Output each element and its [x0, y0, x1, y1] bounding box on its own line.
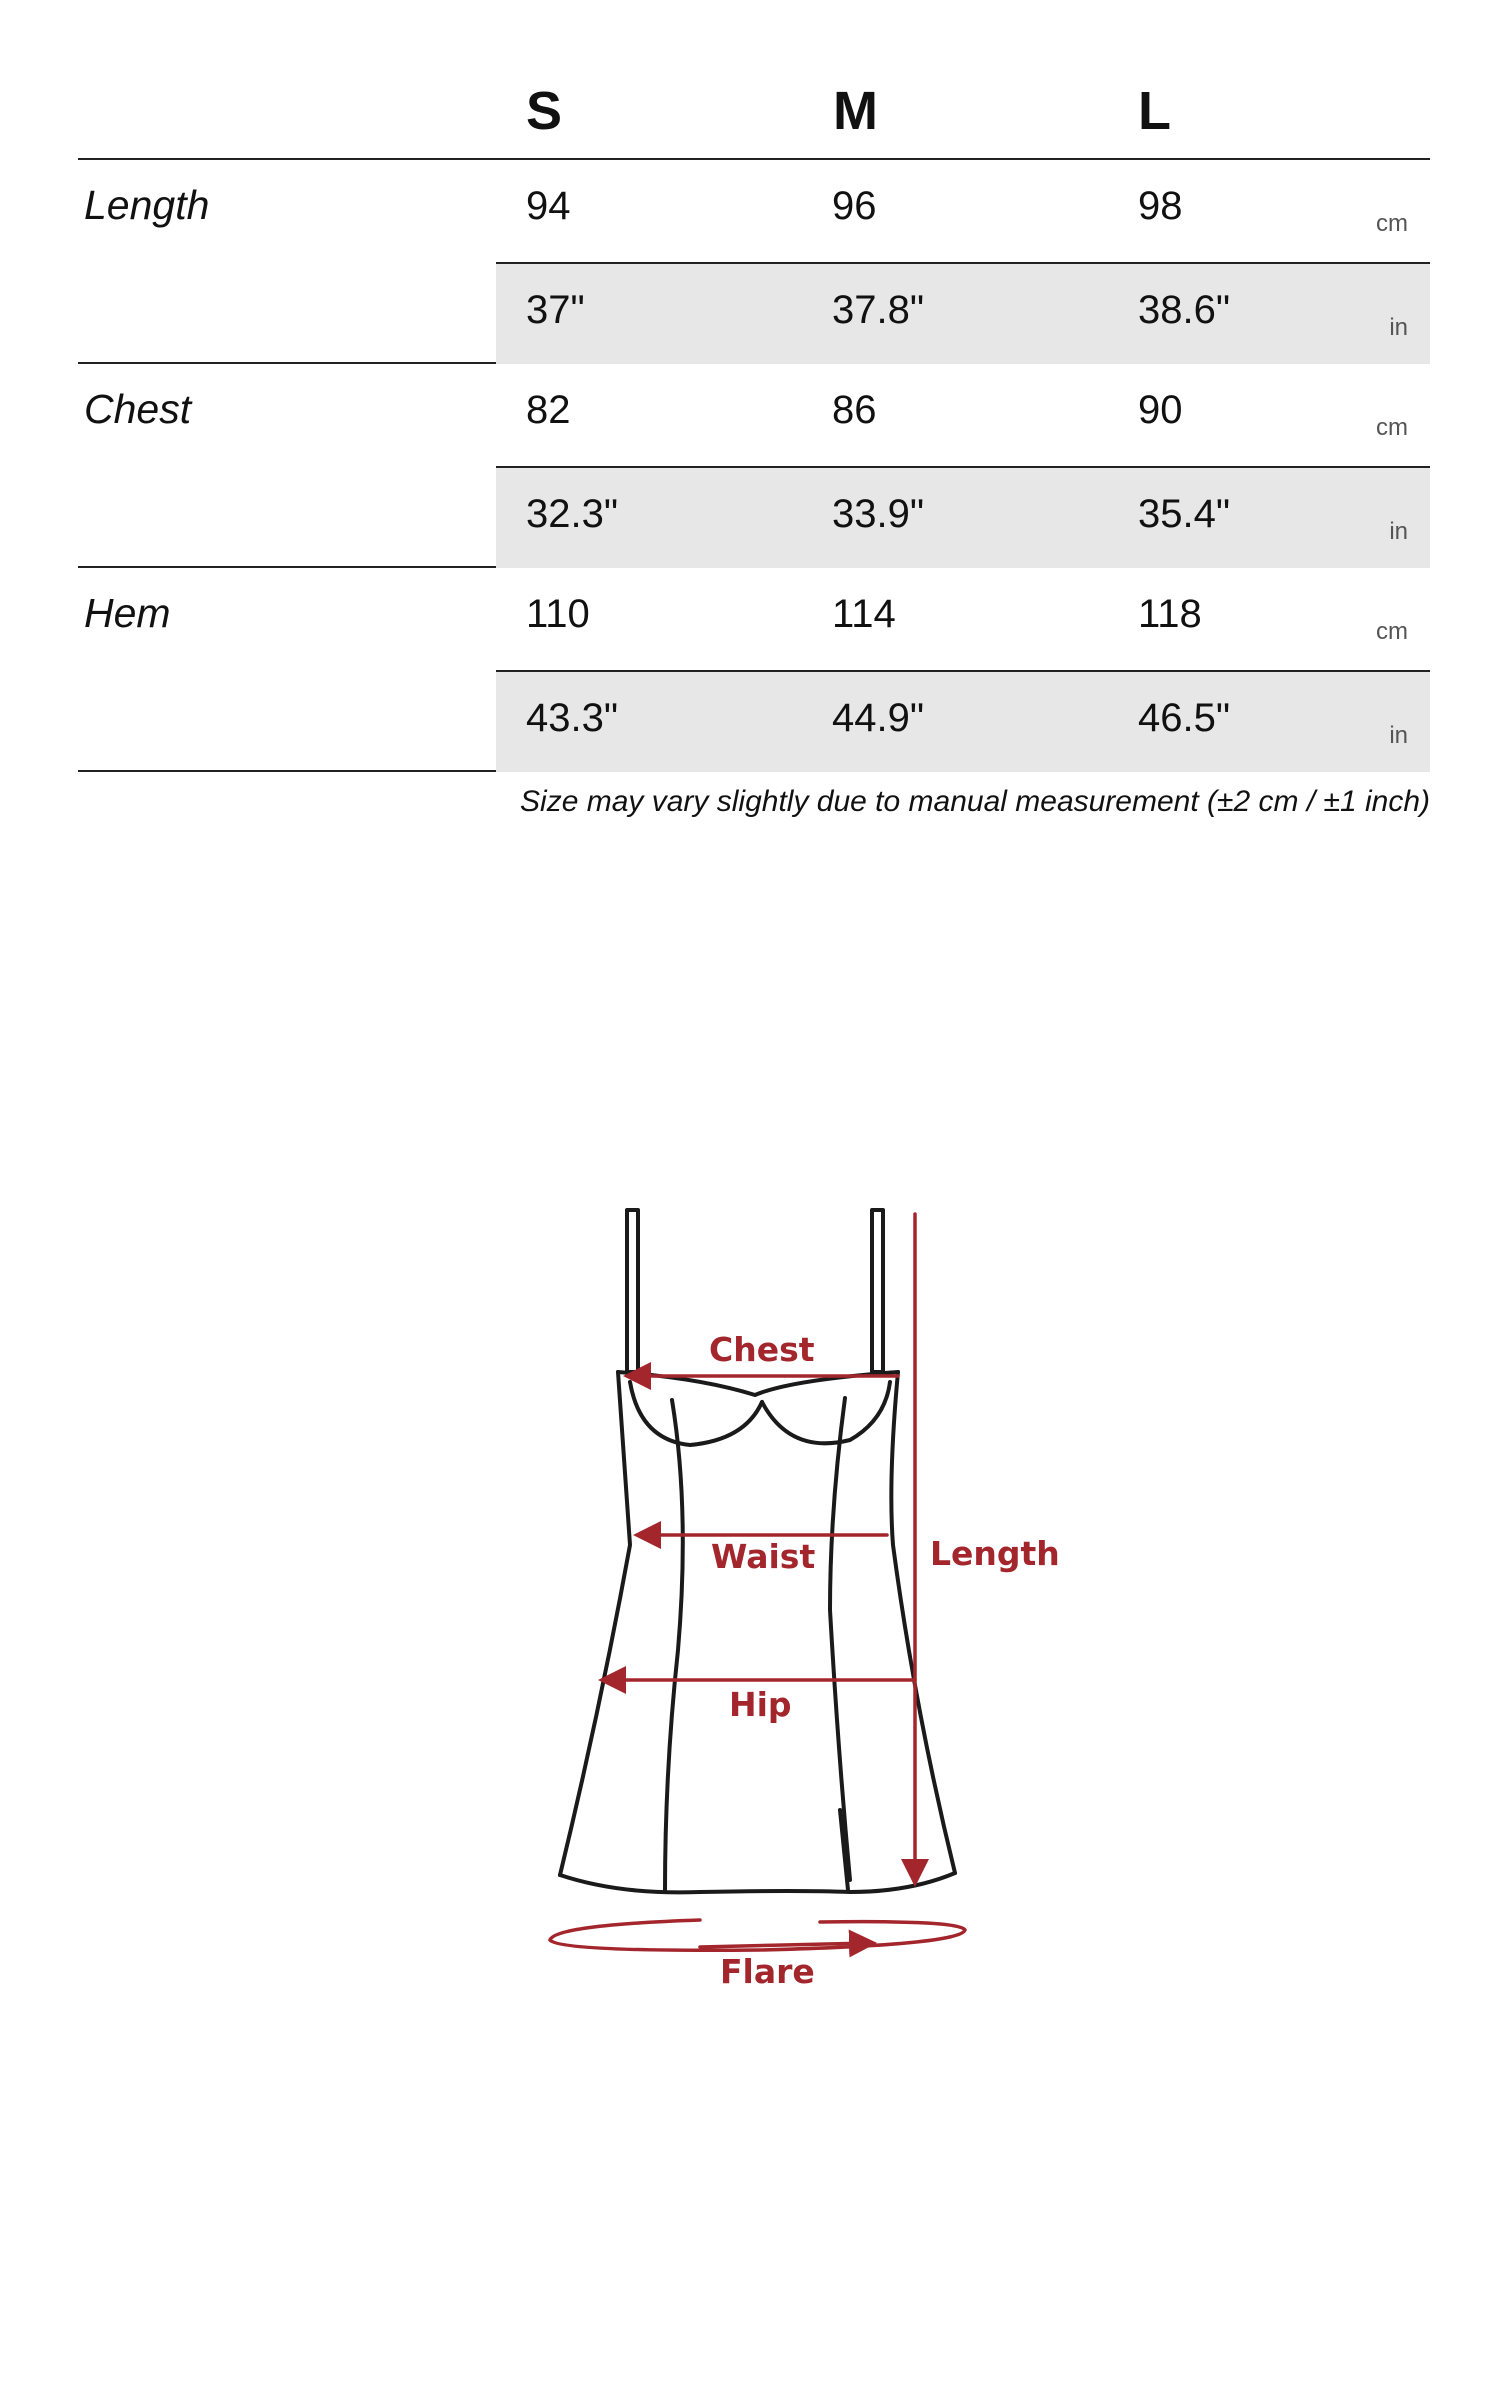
measurement-group-length [78, 160, 1430, 364]
inch-row [496, 670, 1430, 772]
inch-row [496, 262, 1430, 364]
unit-label-cm: cm [1376, 618, 1408, 645]
measurement-group-hem [78, 568, 1430, 772]
value-cell: 94 [526, 184, 571, 228]
chest-label: Chest [709, 1330, 815, 1369]
value-cell: 37.8" [832, 288, 925, 332]
measurement-name: Chest [84, 386, 192, 432]
value-cell: 110 [526, 592, 590, 636]
hip-label: Hip [729, 1685, 792, 1724]
value-cell: 33.9" [832, 492, 925, 536]
cm-row [496, 364, 1430, 464]
dress-illustration [0, 1150, 1500, 2050]
value-cell: 98 [1138, 184, 1183, 228]
measurement-arrows [550, 1214, 965, 1950]
dress-measurement-diagram [0, 1150, 1500, 2050]
value-cell: 37" [526, 288, 585, 332]
size-chart-table [78, 60, 1430, 772]
right-strap [872, 1210, 883, 1372]
left-side-seam [560, 1372, 630, 1875]
size-header-row [78, 60, 1430, 160]
unit-label-in: in [1389, 722, 1408, 749]
value-cell: 82 [526, 388, 571, 432]
hem-line [560, 1873, 955, 1892]
value-cell: 35.4" [1138, 492, 1231, 536]
left-panel-seam [665, 1400, 683, 1890]
value-cell: 118 [1138, 592, 1202, 636]
left-strap [627, 1210, 638, 1372]
value-cell: 38.6" [1138, 288, 1231, 332]
value-cell: 44.9" [832, 696, 925, 740]
measurement-group-chest [78, 364, 1430, 568]
waist-label: Waist [711, 1537, 816, 1576]
value-cell: 86 [832, 388, 877, 432]
unit-label-cm: cm [1376, 210, 1408, 237]
flare-label: Flare [720, 1952, 815, 1991]
right-side-seam [891, 1372, 955, 1873]
length-label: Length [930, 1534, 1060, 1573]
value-cell: 90 [1138, 388, 1183, 432]
right-cup [762, 1382, 890, 1443]
measurement-name: Hem [84, 590, 171, 636]
value-cell: 43.3" [526, 696, 619, 740]
measurement-note: Size may vary slightly due to manual measurement (±2 cm / ±1 inch) [520, 785, 1430, 818]
unit-label-in: in [1389, 518, 1408, 545]
cm-row [496, 160, 1430, 260]
value-cell: 32.3" [526, 492, 619, 536]
cm-row [496, 568, 1430, 668]
unit-label-cm: cm [1376, 414, 1408, 441]
value-cell: 114 [832, 592, 896, 636]
value-cell: 96 [832, 184, 877, 228]
right-panel-seam [830, 1398, 850, 1880]
inch-row [496, 466, 1430, 568]
size-header-m: M [833, 81, 878, 141]
size-header-l: L [1138, 81, 1171, 141]
size-header-s: S [526, 81, 563, 141]
unit-label-in: in [1389, 314, 1408, 341]
value-cell: 46.5" [1138, 696, 1231, 740]
measurement-name: Length [84, 182, 210, 228]
